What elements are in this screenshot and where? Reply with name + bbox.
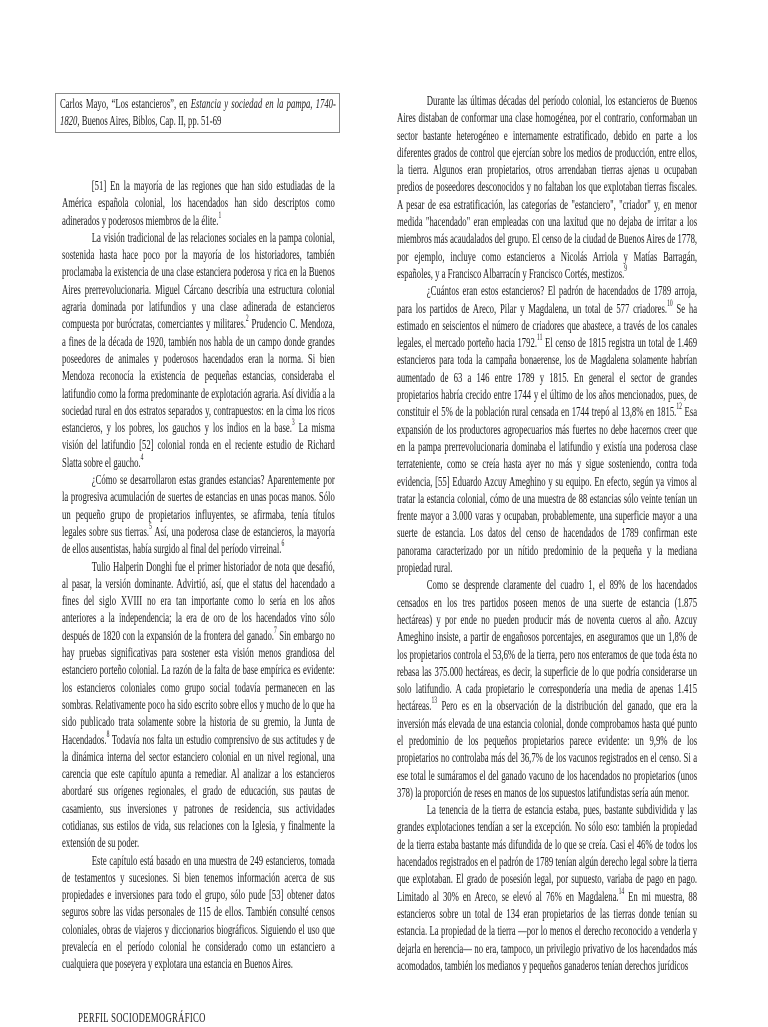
footnote-marker: 2 xyxy=(245,313,249,324)
paragraph-text: Todavía nos falta un estudio comprensivo de sus actitudes y de la dinámica interna del sector estanciero colonial en un nivel regional, una carencia que este capítulo apunta a remediar. Al analizar a los estancieros abordaré sus orígenes regionales, el grado de educación, sus pautas de casamiento, sus inversiones y patrones de residencia, sus actividades cotidianas, sus estilos de vida, sus relaciones con la Iglesia, y finalmente la extensión de su poder. xyxy=(62,732,335,852)
right-column xyxy=(397,93,697,975)
paragraph-text: En mi muestra, 88 estancieros sobre un total de 134 eran propietarios de las tierras donde tenían su estancia. La propiedad de la tierra —por lo menos el derecho reconocido a venderla y dejarla en herencia— no era, tampoco, un privilegio privativo de los hacendados más acomodados, también los medianos y pequeños ganaderos tenían derechos jurídicos xyxy=(397,889,698,974)
citation-chapter: “Los estancieros”, en xyxy=(111,97,188,112)
paragraph-text: ¿Cuántos eran estos estancieros? El padrón de hacendados de 1789 arroja, para los partidos de Areco, Pilar y Magdalena, un total de 577 criadores. xyxy=(397,284,698,317)
citation-publisher: Buenos Aires, Biblos, Cap. II, pp. 51-69 xyxy=(81,114,222,129)
citation-text xyxy=(60,96,336,130)
paragraph-text: La tenencia de la tierra de estancia estaba, pues, bastante subdividida y las grandes explotaciones tendían a ser la excepción. No sólo eso: también la propiedad de la tierra estaba bastante más difundida de lo que se creía. Casi el 46% de todos los hacendados registrados en el padrón de 1789 tenían algún derecho legal sobre la tierra que explotaban. El grado de posesión legal, por supuesto, variaba de pago en pago. Limitado al 30% en Areco, se elevó al 76% en Magdalena. xyxy=(397,803,698,905)
paragraph-text: ¿Cómo se desarrollaron estas grandes estancias? Aparentemente por la progresiva acumulación de suertes de estancias en unas pocas manos. Sólo un pequeño grupo de propietarios influyentes, se afirmaba, tenía títulos legales sobre sus tierras. xyxy=(62,473,335,540)
footnote-marker: 8 xyxy=(106,728,110,739)
paragraph xyxy=(62,178,335,230)
citation-book: Estancia y sociedad en la pampa, 1740-1820, xyxy=(60,97,336,129)
citation-author: Carlos Mayo, xyxy=(60,97,109,112)
paragraph-text: Así, una poderosa clase de estancieros, la mayoría de ellos ausentistas, había surgido al final del período virreinal. xyxy=(62,524,335,558)
paragraph-text: Este capítulo está basado en una muestra de 249 estancieros, tomada de testamentos y sucesiones. Si bien tenemos información acerca de sus propiedades e inversiones para todo el grupo, sólo pude [53] obtener datos seguros sobre las vidas personales de 115 de ellos. También consulté censos coloniales, obras de viajeros y diccionarios biográficos. Siguiendo el uso que prevalecía en el período colonial he considerado como un estanciero a cualquiera que poseyera y explotara una estancia en Buenos Aires. xyxy=(62,853,335,973)
paragraph-text: Pero es en la observación de la distribución del ganado, que era la inversión más elevada de una estancia colonial, donde comprobamos hasta qué punto el predominio de los pequeños propietarios parece evidente: un 9,9% de los propietarios no controlaba más del 36,7% de los vacunos registrados en el censo. Si a ese total le sumáramos el del ganado vacuno de los hacendados no propietarios (unos 378) la proporción de reses en manos de los supuestos latifundistas sería aún menor. xyxy=(397,699,698,801)
left-column xyxy=(62,178,335,1027)
footnote-marker: 12 xyxy=(676,401,682,412)
footnote-marker: 3 xyxy=(291,417,295,428)
footnote-marker: 1 xyxy=(218,209,222,220)
footnote-marker: 6 xyxy=(281,538,285,549)
paragraph-text: La visión tradicional de las relaciones sociales en la pampa colonial, sostenida hasta hace poco por la mayoría de los historiadores, también proclamaba la existencia de una clase estanciera poderosa y rica en la Buenos Aires prerrevolucionaria. Miguel Cárcano describía una estructura colonial agraria dominada por latifundios y una clase adinerada de estancieros compuesta por burócratas, comerciantes y militares. xyxy=(62,230,335,333)
paragraph xyxy=(62,853,335,974)
paragraph xyxy=(397,802,697,975)
footnote-marker: 4 xyxy=(140,451,144,462)
footnote-marker: 5 xyxy=(149,520,152,531)
footnote-marker: 10 xyxy=(667,297,673,308)
footnote-marker: 7 xyxy=(273,624,277,635)
footnote-marker: 11 xyxy=(537,332,543,343)
paragraph xyxy=(62,559,335,853)
footnote-marker: 9 xyxy=(624,262,628,273)
paragraph-text: [51] En la mayoría de las regiones que han sido estudiadas de la América española colonial, los hacendados han sido descriptos como adinerados y poderosos miembros de la élite. xyxy=(62,179,335,229)
paragraph-text: Prudencio C. Mendoza, a fines de la década de 1920, también nos habla de un campo donde grandes poseedores de animales y poderosos hacendados eran la norma. Si bien Mendoza reconocía la existencia de pequeñas estancias, consideraba el latifundio como la forma predominante de explotación agraria. Así dividía a la sociedad rural en dos estratos separados y, contrapuestos: en la cima los ricos estancieros, y los pobres, los gauchos y los indios en la base. xyxy=(62,317,335,437)
footnote-marker: 14 xyxy=(618,885,625,896)
paragraph xyxy=(62,472,335,558)
paragraph xyxy=(397,283,697,577)
paragraph-text: Se ha estimado en seiscientos el número de criadores que abastece, a través de los canales legales, el mercado porteño hacia 1792. xyxy=(397,301,698,352)
paragraph-text: La misma visión del latifundio [52] colonial ronda en el reciente estudio de Richard Slatta sobre el gaucho. xyxy=(62,421,335,471)
citation-box xyxy=(55,93,340,133)
footnote-marker: 13 xyxy=(431,695,438,706)
paragraph-text: Sin embargo no hay pruebas significativas para sostener esta visión menos grandiosa del estanciero porteño colonial. La razón de la falta de base empírica es evidente: los estancieros coloniales como grupo social todavía permanecen en las sombras. Relativamente poco ha sido escrito sobre ellos y mucho de lo que ha sido publicado trata solamente sobre la historia de su gremio, la Junta de Hacendados. xyxy=(62,628,335,748)
paragraph xyxy=(397,577,697,802)
paragraph-text: Esa expansión de los productores agropecuarios más fuertes no debe hacernos creer que en la pampa prerrevolucionaria dominaba el latifundio y existía una poderosa clase terrateniente, como se creía hasta ayer no más y sigue sosteniendo, contra toda evidencia, [55] Eduardo Azcuy Ameghino y su equipo. En efecto, según ya vimos al tratar la estancia colonial, cómo de una muestra de 88 estancias sólo veinte tenían un frente mayor a 3.000 varas y ocupaban, probablemente, una superficie mayor a una suerte de estancia. Los datos del censo de hacendados de 1789 confirman este panorama caracterizado por un nítido predominio de la pequeña y la mediana propiedad rural. xyxy=(397,405,698,577)
paragraph xyxy=(397,93,697,283)
paragraph-text: Como se desprende claramente del cuadro 1, el 89% de los hacendados censados en los tres partidos poseen menos de una suerte de estancia (1.875 hectáreas) y por ende no pueden producir más de noventa cueros al año. Azcuy Ameghino insiste, a partir de engañosos porcentajes, en aseguramos que un 1,8% de los propietarios controla el 53,6% de la tierra, pero nos enteramos de que toda ésta no rebasa las 375.000 hectáreas, es decir, la superficie de lo que podría considerarse un solo latifundio. A cada propietario le correspondería una media de apenas 1.415 hectáreas. xyxy=(397,578,698,715)
paragraph-text: El censo de 1815 registra un total de 1.469 estancieros para toda la campaña bonaerense, los de Magdalena solamente habrían aumentado de 63 a 146 entre 1789 y 1815. En general el sector de grandes propietarios habría crecido entre 1744 y el último de los años mencionados, pues, de constituir el 5% de la población rural censada en 1744 trepó al 13,8% en 1815. xyxy=(397,336,698,421)
paragraph-text: Durante las últimas décadas del período colonial, los estancieros de Buenos Aires distaban de conformar una clase homogénea, por el contrario, conformaban un sector bastante heterogéneo e internamente estratificado, debido en parte a los diferentes grados de control que ejercían sobre los medios de producción, entre ellos, la tierra. Algunos eran propietarios, otros arrendaban tierras ajenas u ocupaban predios de poseedores desconocidos y no faltaban los que explotaban tierras fiscales. A pesar de esa estratificación, las categorías de "estanciero", "criador" y, en menor medida "hacendado" eran empleadas con una laxitud que no dejaba de irritar a los miembros más acaudalados del grupo. El censo de la ciudad de Buenos Aires de 1778, por ejemplo, incluye como estancieros a Nicolás Arriola y Matías Barragán, españoles, y a Francisco Albarracín y Francisco Cortés, mestizos. xyxy=(397,94,698,282)
paragraph-text: Tulio Halperin Donghi fue el primer historiador de nota que desafió, al pasar, la versión dominante. Advirtió, así, que el status del hacendado a fines del siglo XVIII no era tan importante como lo sería en los años anteriores a la independencia; la era de oro de los hacendados vino sólo después de 1820 con la expansión de la frontera del ganado. xyxy=(62,559,335,644)
section-heading: PERFIL SOCIODEMOGRÁFICO xyxy=(78,1010,206,1026)
paragraph xyxy=(62,230,335,472)
